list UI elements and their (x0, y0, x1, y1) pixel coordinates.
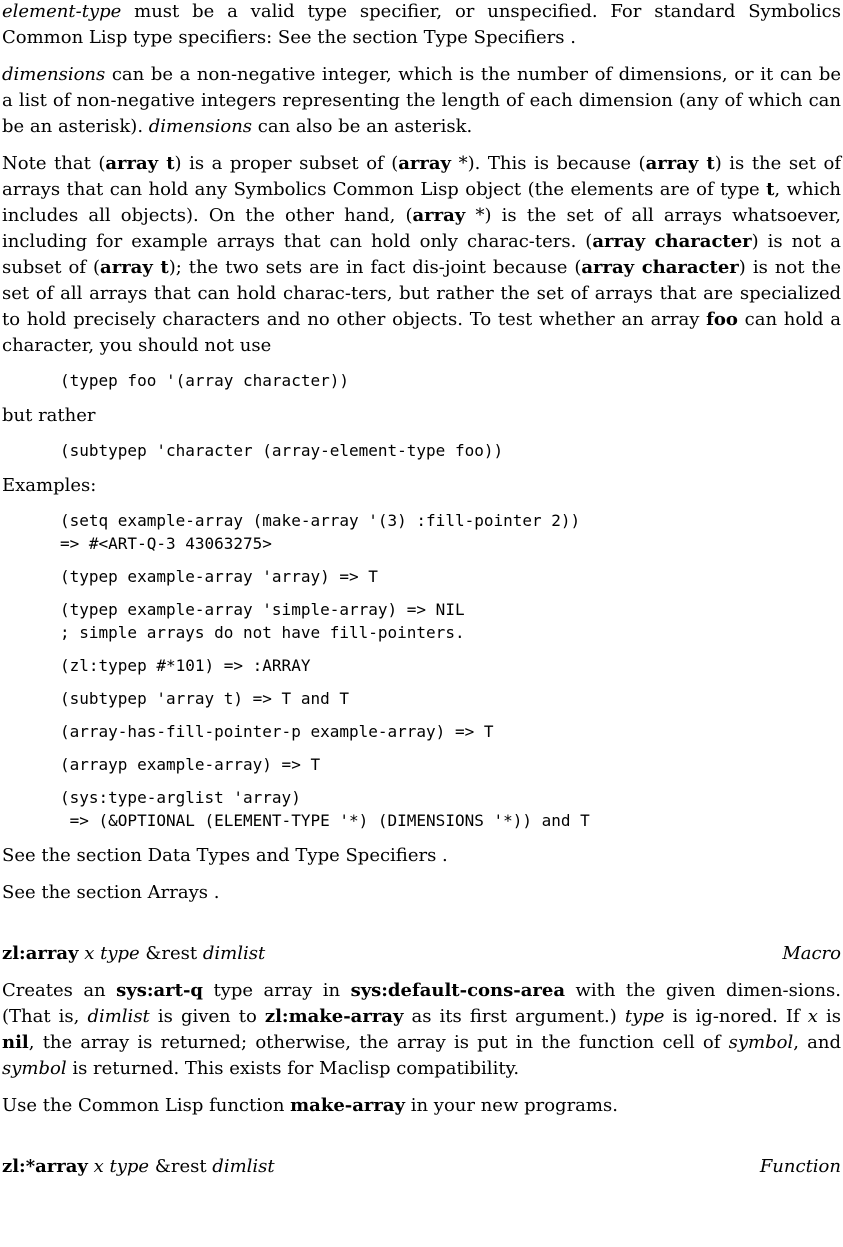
bold-term: nil (2, 1032, 29, 1053)
text-run: ) is not a subset of ( (2, 231, 841, 278)
function-name: zl:array (2, 943, 79, 964)
entry-heading-zl-array (2, 941, 841, 967)
bold-term: array character (592, 231, 752, 252)
code-line: (arrayp example-array) => T (60, 755, 321, 774)
document-page (2, 0, 841, 1180)
bold-term: t (766, 179, 775, 200)
text: can be a non-negative integer, which is the number of dimensions, or it can be a list of non-negative integers representing the length of each dimension (any of which can be an asterisk). (2, 64, 841, 137)
entry-kind: Macro (782, 943, 841, 964)
code-line: (subtypep 'array t) => T and T (60, 689, 349, 708)
bold-term: array t (105, 153, 175, 174)
element-type-paragraph (2, 0, 841, 51)
code-line: (zl:typep #*101) => :ARRAY (60, 656, 311, 675)
code-line: (typep example-array 'simple-array) => NIL (60, 600, 465, 619)
code-example-group (60, 598, 841, 644)
text-run: *) is the set of all arrays whatsoever, including for example arrays that can hold only charac-ters. ( (2, 205, 842, 252)
term: dimensions (2, 64, 106, 85)
arg: dimlist (202, 943, 266, 964)
code-example-group (60, 654, 841, 677)
bold-term: sys:default-cons-area (350, 980, 566, 1001)
text-run: type array in (203, 980, 351, 1001)
lambda-keyword: &rest (154, 1156, 207, 1177)
bold-term: array character (581, 257, 739, 278)
bold-term: foo (706, 309, 738, 330)
arg: x (93, 1156, 104, 1177)
text-run: can hold a character, you should not use (2, 309, 841, 356)
code-line: => #<ART-Q-3 43063275> (60, 534, 272, 553)
italic-term: x (807, 1006, 818, 1027)
text-run: ) is the set of arrays that can hold any Symbolics Common Lisp object (the elements are of type (2, 153, 841, 200)
entry-kind: Function (759, 1156, 841, 1177)
examples-label: Examples: (2, 475, 97, 496)
text-run: Note that ( (2, 153, 106, 174)
italic-term: type (624, 1006, 665, 1027)
text: must be a valid type specifier, or unspecified. For standard Symbolics Common Lisp type specifiers: See the section Type Specifiers . (2, 1, 841, 48)
bold-term: array (412, 205, 466, 226)
text-run: is ig-nored. If (664, 1006, 808, 1027)
text-run: *). This is because ( (451, 153, 646, 174)
bold-term: array t (100, 257, 169, 278)
text-run: is given to (149, 1006, 265, 1027)
bold-term: make-array (290, 1095, 405, 1116)
term: dimensions (148, 116, 253, 137)
bold-term: zl:make-array (264, 1006, 404, 1027)
text-run: ) is a proper subset of ( (174, 153, 399, 174)
code-line: (typep example-array 'array) => T (60, 567, 378, 586)
italic-term: symbol (2, 1058, 67, 1079)
italic-term: dimlist (87, 1006, 150, 1027)
text-run: Use the Common Lisp function (2, 1095, 291, 1116)
arg: x (84, 943, 95, 964)
text-run: , the array is returned; otherwise, the array is put in the function cell of (28, 1032, 729, 1053)
code-example-group (60, 753, 841, 776)
term: element-type (2, 1, 122, 22)
text-run: in your new programs. (405, 1095, 618, 1116)
bold-term: array (398, 153, 452, 174)
entry-usage-note (2, 1093, 841, 1119)
entry-signature (2, 1154, 275, 1180)
but-rather-text: but rather (2, 405, 96, 426)
code-line: => (&OPTIONAL (ELEMENT-TYPE '*) (DIMENSIONS '*)) and T (60, 811, 590, 830)
function-name: zl:*array (2, 1156, 88, 1177)
text-run: is (817, 1006, 841, 1027)
code-example-group (60, 509, 841, 555)
arg: type (100, 943, 140, 964)
note-paragraph (2, 151, 841, 359)
text-run: is returned. This exists for Maclisp compatibility. (66, 1058, 520, 1079)
examples-code-block (60, 509, 841, 832)
text-run: , which includes all objects). On the other hand, ( (2, 179, 841, 226)
bold-term: sys:art-q (116, 980, 203, 1001)
code-line: (sys:type-arglist 'array) (60, 788, 301, 807)
bold-term: array t (645, 153, 715, 174)
italic-term: symbol (728, 1032, 794, 1053)
text-run: with the given dimen-sions. (That is, (2, 980, 842, 1027)
arg: type (109, 1156, 150, 1177)
code-line: (setq example-array (make-array '(3) :fill-pointer 2)) (60, 511, 581, 530)
text-run: ); the two sets are in fact dis-joint because ( (168, 257, 582, 278)
text-run: Creates an (2, 980, 117, 1001)
text: can also be an asterisk. (252, 116, 473, 137)
see-also-arrays: See the section Arrays . (2, 882, 220, 903)
code-line: ; simple arrays do not have fill-pointers. (60, 623, 465, 642)
text-run: , and (793, 1032, 841, 1053)
text-run: as its first argument.) (403, 1006, 625, 1027)
lambda-keyword: &rest (145, 943, 198, 964)
entry-description (2, 978, 841, 1082)
code-example-group (60, 687, 841, 710)
text-run: ) is not the set of all arrays that can hold charac-ters, but rather the set of arrays that are specialized to hold precisely characters and no other objects. To test whether an array (2, 257, 841, 330)
code-example: (typep foo '(array character)) (60, 371, 349, 390)
code-example-group (60, 720, 841, 743)
dimensions-paragraph (2, 62, 841, 140)
entry-signature (2, 941, 265, 967)
entry-heading-zl-star-array (2, 1154, 841, 1180)
code-example: (subtypep 'character (array-element-type foo)) (60, 441, 504, 460)
arg: dimlist (212, 1156, 275, 1177)
see-also-data-types: See the section Data Types and Type Specifiers . (2, 845, 448, 866)
code-example-group (60, 565, 841, 588)
code-line: (array-has-fill-pointer-p example-array) => T (60, 722, 494, 741)
code-example-group (60, 786, 841, 832)
